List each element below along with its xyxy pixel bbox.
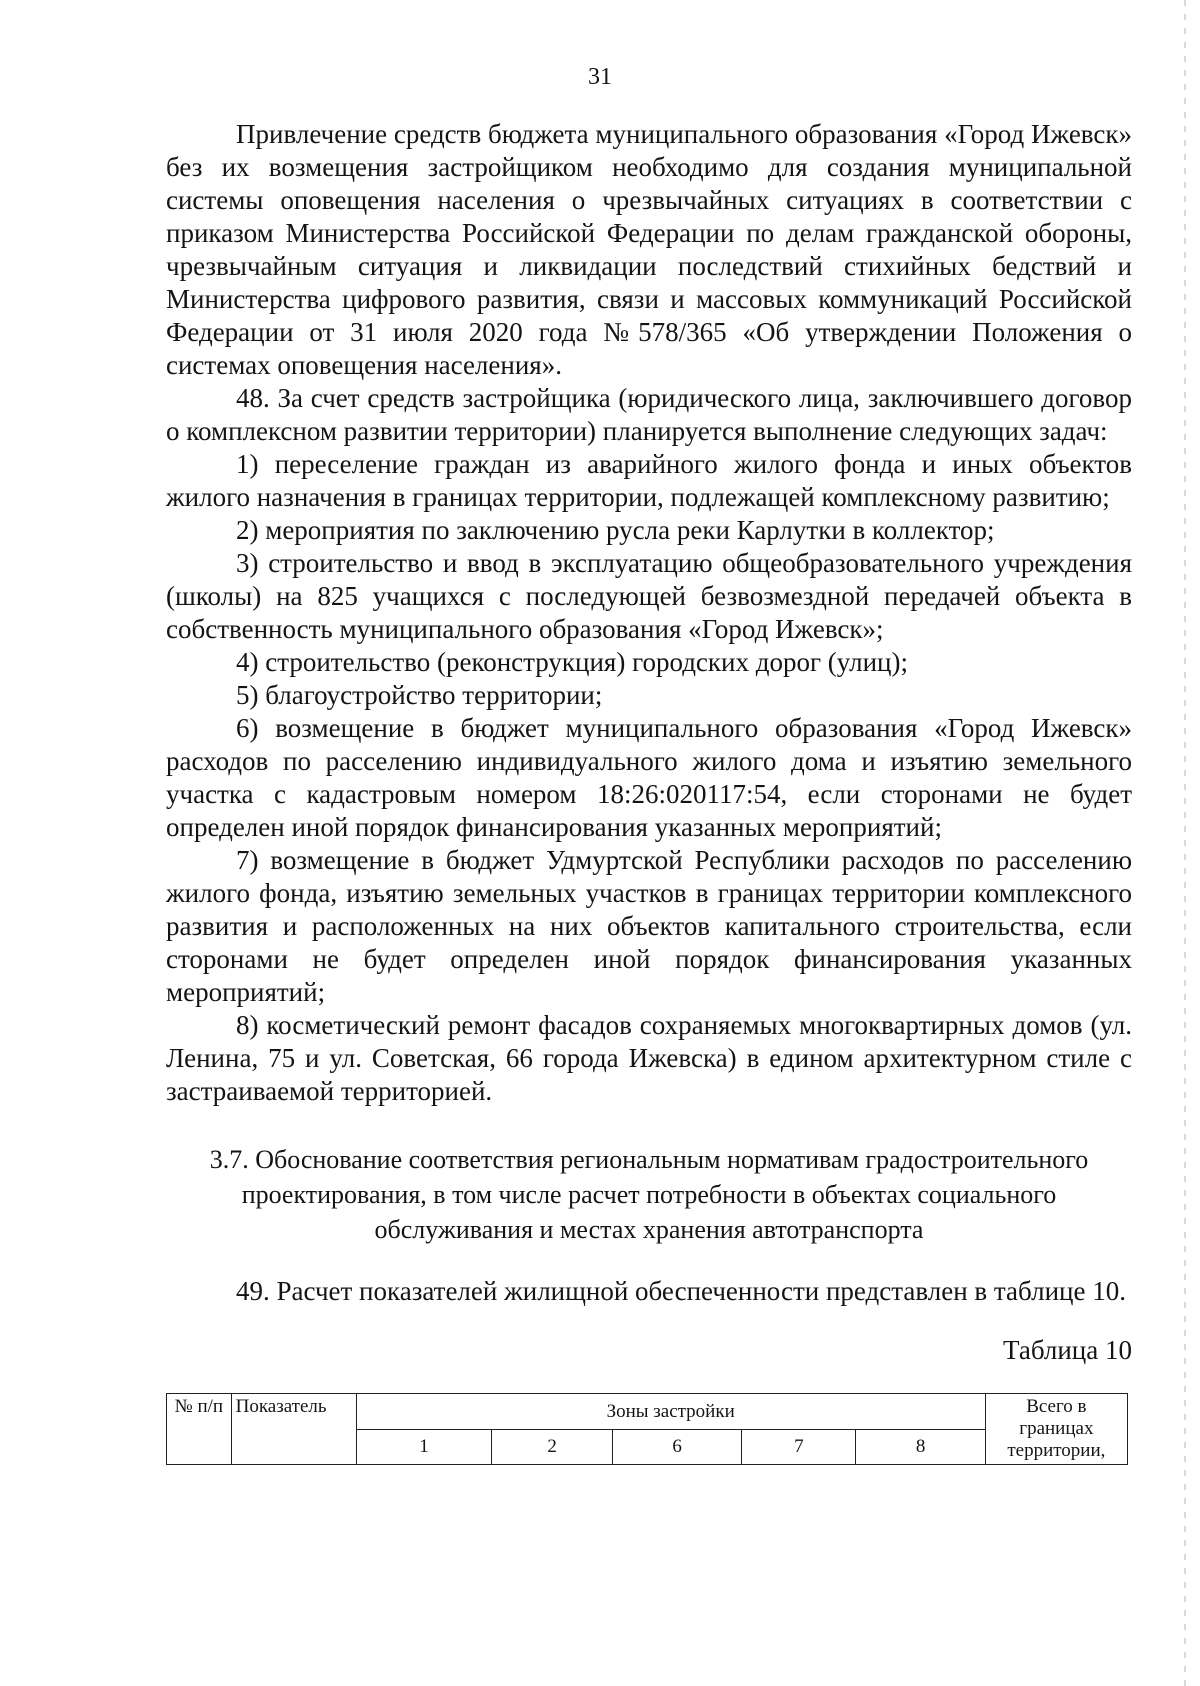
list-item-8: 8) косметический ремонт фасадов сохраняемых многоквартирных домов (ул. Ленина, 75 и ул. Советская, 66 города Ижевска) в едином архитектурном стиле с застраиваемой территорией. — [166, 1010, 1132, 1106]
table-caption: Таблица 10 — [1003, 1335, 1132, 1365]
zone-7: 7 — [742, 1430, 856, 1465]
paragraph-49: 49. Расчет показателей жилищной обеспеченности представлен в таблице 10. — [236, 1276, 1126, 1306]
zone-1: 1 — [356, 1430, 492, 1465]
list-item-4: 4) строительство (реконструкция) городских дорог (улиц); — [236, 647, 908, 677]
zone-2: 2 — [492, 1430, 613, 1465]
list-item-3: 3) строительство и ввод в эксплуатацию общеобразовательного учреждения (школы) на 825 учащихся с последующей безвозмездной передачей объекта в собственность муниципального образования «Город Ижевск»; — [166, 548, 1132, 644]
document-body — [166, 118, 1132, 1465]
header-total: Всего в границах территории, — [985, 1394, 1127, 1465]
section-heading: 3.7. Обоснование соответствия региональным нормативам градостроительного проектирования, в том числе расчет потребности в объектах социального обслуживания и местах хранения автотранспорта — [209, 1145, 1089, 1244]
scan-edge-artifact — [1184, 0, 1186, 1686]
paragraph-funding: Привлечение средств бюджета муниципального образования «Город Ижевск» без их возмещения застройщиком необходимо для создания муниципальной системы оповещения населения о чрезвычайных ситуациях в соответствии с приказом Министерства Российской Федерации по делам гражданской обороны, чрезвычайным ситуация и ликвидации последствий стихийных бедствий и Министерства цифрового развития, связи и массовых коммуникаций Российской Федерации от 31 июля 2020 года №578/365 «Об утверждении Положения о системах оповещения населения». — [166, 119, 1132, 380]
zone-8: 8 — [856, 1430, 985, 1465]
list-item-5: 5) благоустройство территории; — [236, 680, 603, 710]
list-item-1: 1) переселение граждан из аварийного жилого фонда и иных объектов жилого назначения в границах территории, подлежащей комплексному развитию; — [166, 449, 1132, 512]
page-number: 31 — [588, 64, 612, 90]
list-item-6: 6) возмещение в бюджет муниципального образования «Город Ижевск» расходов по расселению индивидуального жилого дома и изъятию земельного участка с кадастровым номером 18:26:020117:54, если сторонами не будет определен иной порядок финансирования указанных мероприятий; — [166, 713, 1132, 842]
table-10 — [166, 1393, 1128, 1465]
paragraph-48: 48. За счет средств застройщика (юридического лица, заключившего договор о комплексном развитии территории) планируется выполнение следующих задач: — [166, 383, 1132, 446]
header-zones: Зоны застройки — [356, 1394, 985, 1430]
header-indicator: Показатель — [231, 1394, 356, 1465]
table-header-row — [167, 1394, 1128, 1430]
list-item-2: 2) мероприятия по заключению русла реки Карлутки в коллектор; — [236, 515, 995, 545]
zone-6: 6 — [613, 1430, 742, 1465]
list-item-7: 7) возмещение в бюджет Удмуртской Республики расходов по расселению жилого фонда, изъятию земельных участков в границах территории комплексного развития и расположенных на них объектов капитального строительства, если сторонами не будет определен иной порядок финансирования указанных мероприятий; — [166, 845, 1132, 1007]
header-num: № п/п — [167, 1394, 232, 1465]
